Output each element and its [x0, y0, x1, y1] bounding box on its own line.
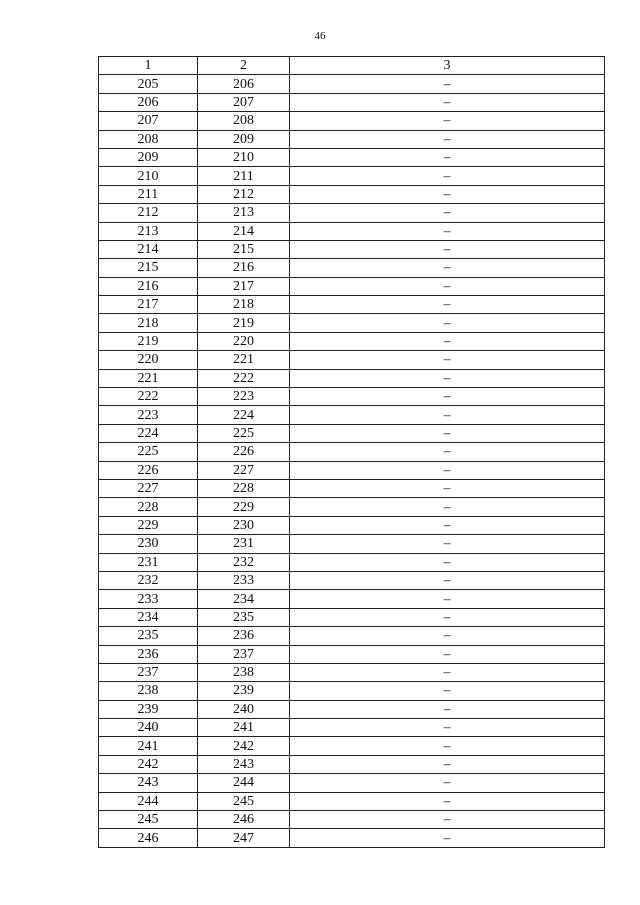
table-row — [99, 627, 605, 645]
table-cell-col-2: 214 — [198, 222, 290, 240]
table-row — [99, 332, 605, 350]
table-cell-col-2: 229 — [198, 498, 290, 516]
table-cell-col-1: 244 — [99, 792, 198, 810]
table-cell-col-3: – — [290, 259, 605, 277]
table-cell-col-1: 219 — [99, 332, 198, 350]
page-number: 46 — [314, 30, 326, 42]
table-row — [99, 571, 605, 589]
table-cell-col-1: 235 — [99, 627, 198, 645]
table-cell-col-3: – — [290, 148, 605, 166]
table-cell-col-1: 211 — [99, 185, 198, 203]
table-cell-col-2: 237 — [198, 645, 290, 663]
table-cell-col-2: 247 — [198, 829, 290, 847]
table-cell-col-1: 230 — [99, 535, 198, 553]
table-cell-col-3: – — [290, 93, 605, 111]
table-cell-col-3: – — [290, 332, 605, 350]
table-header-row — [99, 57, 605, 75]
table-cell-col-3: – — [290, 185, 605, 203]
table-cell-col-2: 246 — [198, 811, 290, 829]
table-cell-col-1: 218 — [99, 314, 198, 332]
table-cell-col-1: 222 — [99, 388, 198, 406]
table-cell-col-3: – — [290, 443, 605, 461]
table-cell-col-3: – — [290, 112, 605, 130]
table-cell-col-1: 205 — [99, 75, 198, 93]
table-row — [99, 663, 605, 681]
table-cell-col-3: – — [290, 719, 605, 737]
table-cell-col-3: – — [290, 406, 605, 424]
table-cell-col-2: 213 — [198, 204, 290, 222]
table-cell-col-3: – — [290, 737, 605, 755]
table-cell-col-1: 206 — [99, 93, 198, 111]
table-cell-col-3: – — [290, 314, 605, 332]
table-cell-col-1: 241 — [99, 737, 198, 755]
table-cell-col-2: 223 — [198, 388, 290, 406]
table-cell-col-1: 209 — [99, 148, 198, 166]
table-cell-col-2: 225 — [198, 424, 290, 442]
table-row — [99, 498, 605, 516]
table-cell-col-3: – — [290, 535, 605, 553]
table-row — [99, 259, 605, 277]
table-cell-col-1: 214 — [99, 240, 198, 258]
table-cell-col-1: 208 — [99, 130, 198, 148]
table-cell-col-2: 233 — [198, 571, 290, 589]
table-cell-col-3: – — [290, 75, 605, 93]
data-table — [98, 56, 605, 848]
table-row — [99, 829, 605, 847]
table-cell-col-1: 213 — [99, 222, 198, 240]
table-cell-col-1: 232 — [99, 571, 198, 589]
table-cell-col-3: – — [290, 608, 605, 626]
table-cell-col-2: 231 — [198, 535, 290, 553]
table-cell-col-3: – — [290, 792, 605, 810]
table-cell-col-2: 241 — [198, 719, 290, 737]
table-row — [99, 240, 605, 258]
table-cell-col-3: – — [290, 424, 605, 442]
table-row — [99, 645, 605, 663]
table-cell-col-2: 217 — [198, 277, 290, 295]
table-cell-col-1: 220 — [99, 351, 198, 369]
table-cell-col-2: 219 — [198, 314, 290, 332]
table-cell-col-1: 240 — [99, 719, 198, 737]
table-row — [99, 719, 605, 737]
table-cell-col-1: 217 — [99, 296, 198, 314]
table-row — [99, 479, 605, 497]
table-row — [99, 443, 605, 461]
table-cell-col-3: – — [290, 663, 605, 681]
table-cell-col-1: 246 — [99, 829, 198, 847]
table-row — [99, 75, 605, 93]
table-cell-col-3: – — [290, 461, 605, 479]
table-cell-col-1: 237 — [99, 663, 198, 681]
table-cell-col-3: – — [290, 590, 605, 608]
table-cell-col-1: 242 — [99, 755, 198, 773]
table-cell-col-1: 238 — [99, 682, 198, 700]
table-cell-col-2: 239 — [198, 682, 290, 700]
table-cell-col-2: 244 — [198, 774, 290, 792]
table-cell-col-2: 245 — [198, 792, 290, 810]
table-cell-col-1: 210 — [99, 167, 198, 185]
table-cell-col-2: 232 — [198, 553, 290, 571]
table-cell-col-3: – — [290, 277, 605, 295]
table-cell-col-1: 231 — [99, 553, 198, 571]
table-cell-col-3: – — [290, 369, 605, 387]
table-row — [99, 93, 605, 111]
table-cell-col-1: 225 — [99, 443, 198, 461]
table-row — [99, 755, 605, 773]
table-row — [99, 112, 605, 130]
table-cell-col-1: 223 — [99, 406, 198, 424]
table-row — [99, 461, 605, 479]
table-cell-col-3: – — [290, 682, 605, 700]
column-header-2: 2 — [198, 57, 290, 75]
table-cell-col-3: – — [290, 296, 605, 314]
table-cell-col-2: 216 — [198, 259, 290, 277]
table-cell-col-3: – — [290, 516, 605, 534]
table-row — [99, 277, 605, 295]
table-cell-col-1: 212 — [99, 204, 198, 222]
table-cell-col-2: 209 — [198, 130, 290, 148]
table-cell-col-2: 215 — [198, 240, 290, 258]
table-cell-col-2: 221 — [198, 351, 290, 369]
table-cell-col-3: – — [290, 498, 605, 516]
table-row — [99, 148, 605, 166]
table-cell-col-2: 235 — [198, 608, 290, 626]
table-cell-col-1: 243 — [99, 774, 198, 792]
table-cell-col-3: – — [290, 553, 605, 571]
table-row — [99, 406, 605, 424]
table-cell-col-2: 220 — [198, 332, 290, 350]
table-cell-col-1: 229 — [99, 516, 198, 534]
table-cell-col-2: 208 — [198, 112, 290, 130]
table-row — [99, 167, 605, 185]
table-row — [99, 737, 605, 755]
table-cell-col-2: 226 — [198, 443, 290, 461]
table-row — [99, 204, 605, 222]
table-cell-col-3: – — [290, 167, 605, 185]
table-cell-col-2: 234 — [198, 590, 290, 608]
table-cell-col-3: – — [290, 627, 605, 645]
table-row — [99, 553, 605, 571]
table-cell-col-1: 215 — [99, 259, 198, 277]
table-cell-col-1: 226 — [99, 461, 198, 479]
table-cell-col-3: – — [290, 351, 605, 369]
table-cell-col-1: 227 — [99, 479, 198, 497]
table-cell-col-3: – — [290, 240, 605, 258]
table-cell-col-3: – — [290, 130, 605, 148]
table-cell-col-1: 216 — [99, 277, 198, 295]
table-cell-col-2: 242 — [198, 737, 290, 755]
table-cell-col-2: 211 — [198, 167, 290, 185]
table-row — [99, 130, 605, 148]
table-row — [99, 424, 605, 442]
table-cell-col-3: – — [290, 811, 605, 829]
table-cell-col-2: 206 — [198, 75, 290, 93]
table-cell-col-1: 228 — [99, 498, 198, 516]
table-cell-col-2: 238 — [198, 663, 290, 681]
table-cell-col-2: 222 — [198, 369, 290, 387]
table-cell-col-3: – — [290, 700, 605, 718]
table-cell-col-1: 236 — [99, 645, 198, 663]
table-row — [99, 535, 605, 553]
column-header-1: 1 — [99, 57, 198, 75]
table-cell-col-2: 207 — [198, 93, 290, 111]
table-cell-col-2: 240 — [198, 700, 290, 718]
table-row — [99, 314, 605, 332]
table-cell-col-2: 212 — [198, 185, 290, 203]
table-cell-col-1: 245 — [99, 811, 198, 829]
table-cell-col-3: – — [290, 645, 605, 663]
table-row — [99, 185, 605, 203]
table-cell-col-3: – — [290, 774, 605, 792]
table-cell-col-2: 210 — [198, 148, 290, 166]
table-cell-col-2: 230 — [198, 516, 290, 534]
table-cell-col-1: 221 — [99, 369, 198, 387]
table-cell-col-2: 227 — [198, 461, 290, 479]
table-cell-col-3: – — [290, 204, 605, 222]
table-row — [99, 296, 605, 314]
table-cell-col-3: – — [290, 571, 605, 589]
table-cell-col-2: 228 — [198, 479, 290, 497]
table-row — [99, 351, 605, 369]
table-row — [99, 222, 605, 240]
table-row — [99, 388, 605, 406]
table-cell-col-2: 236 — [198, 627, 290, 645]
table-row — [99, 700, 605, 718]
table-row — [99, 682, 605, 700]
table-cell-col-3: – — [290, 388, 605, 406]
table-cell-col-3: – — [290, 829, 605, 847]
table-cell-col-3: – — [290, 222, 605, 240]
column-header-3: 3 — [290, 57, 605, 75]
table-cell-col-3: – — [290, 755, 605, 773]
table-cell-col-1: 224 — [99, 424, 198, 442]
table-row — [99, 792, 605, 810]
table-row — [99, 369, 605, 387]
table-row — [99, 811, 605, 829]
table-cell-col-1: 239 — [99, 700, 198, 718]
table-cell-col-1: 233 — [99, 590, 198, 608]
table-cell-col-2: 224 — [198, 406, 290, 424]
table-row — [99, 774, 605, 792]
table-body — [99, 75, 605, 847]
table-cell-col-2: 243 — [198, 755, 290, 773]
table-row — [99, 590, 605, 608]
table-cell-col-2: 218 — [198, 296, 290, 314]
table-cell-col-3: – — [290, 479, 605, 497]
table-row — [99, 608, 605, 626]
table-row — [99, 516, 605, 534]
table-cell-col-1: 207 — [99, 112, 198, 130]
table-cell-col-1: 234 — [99, 608, 198, 626]
